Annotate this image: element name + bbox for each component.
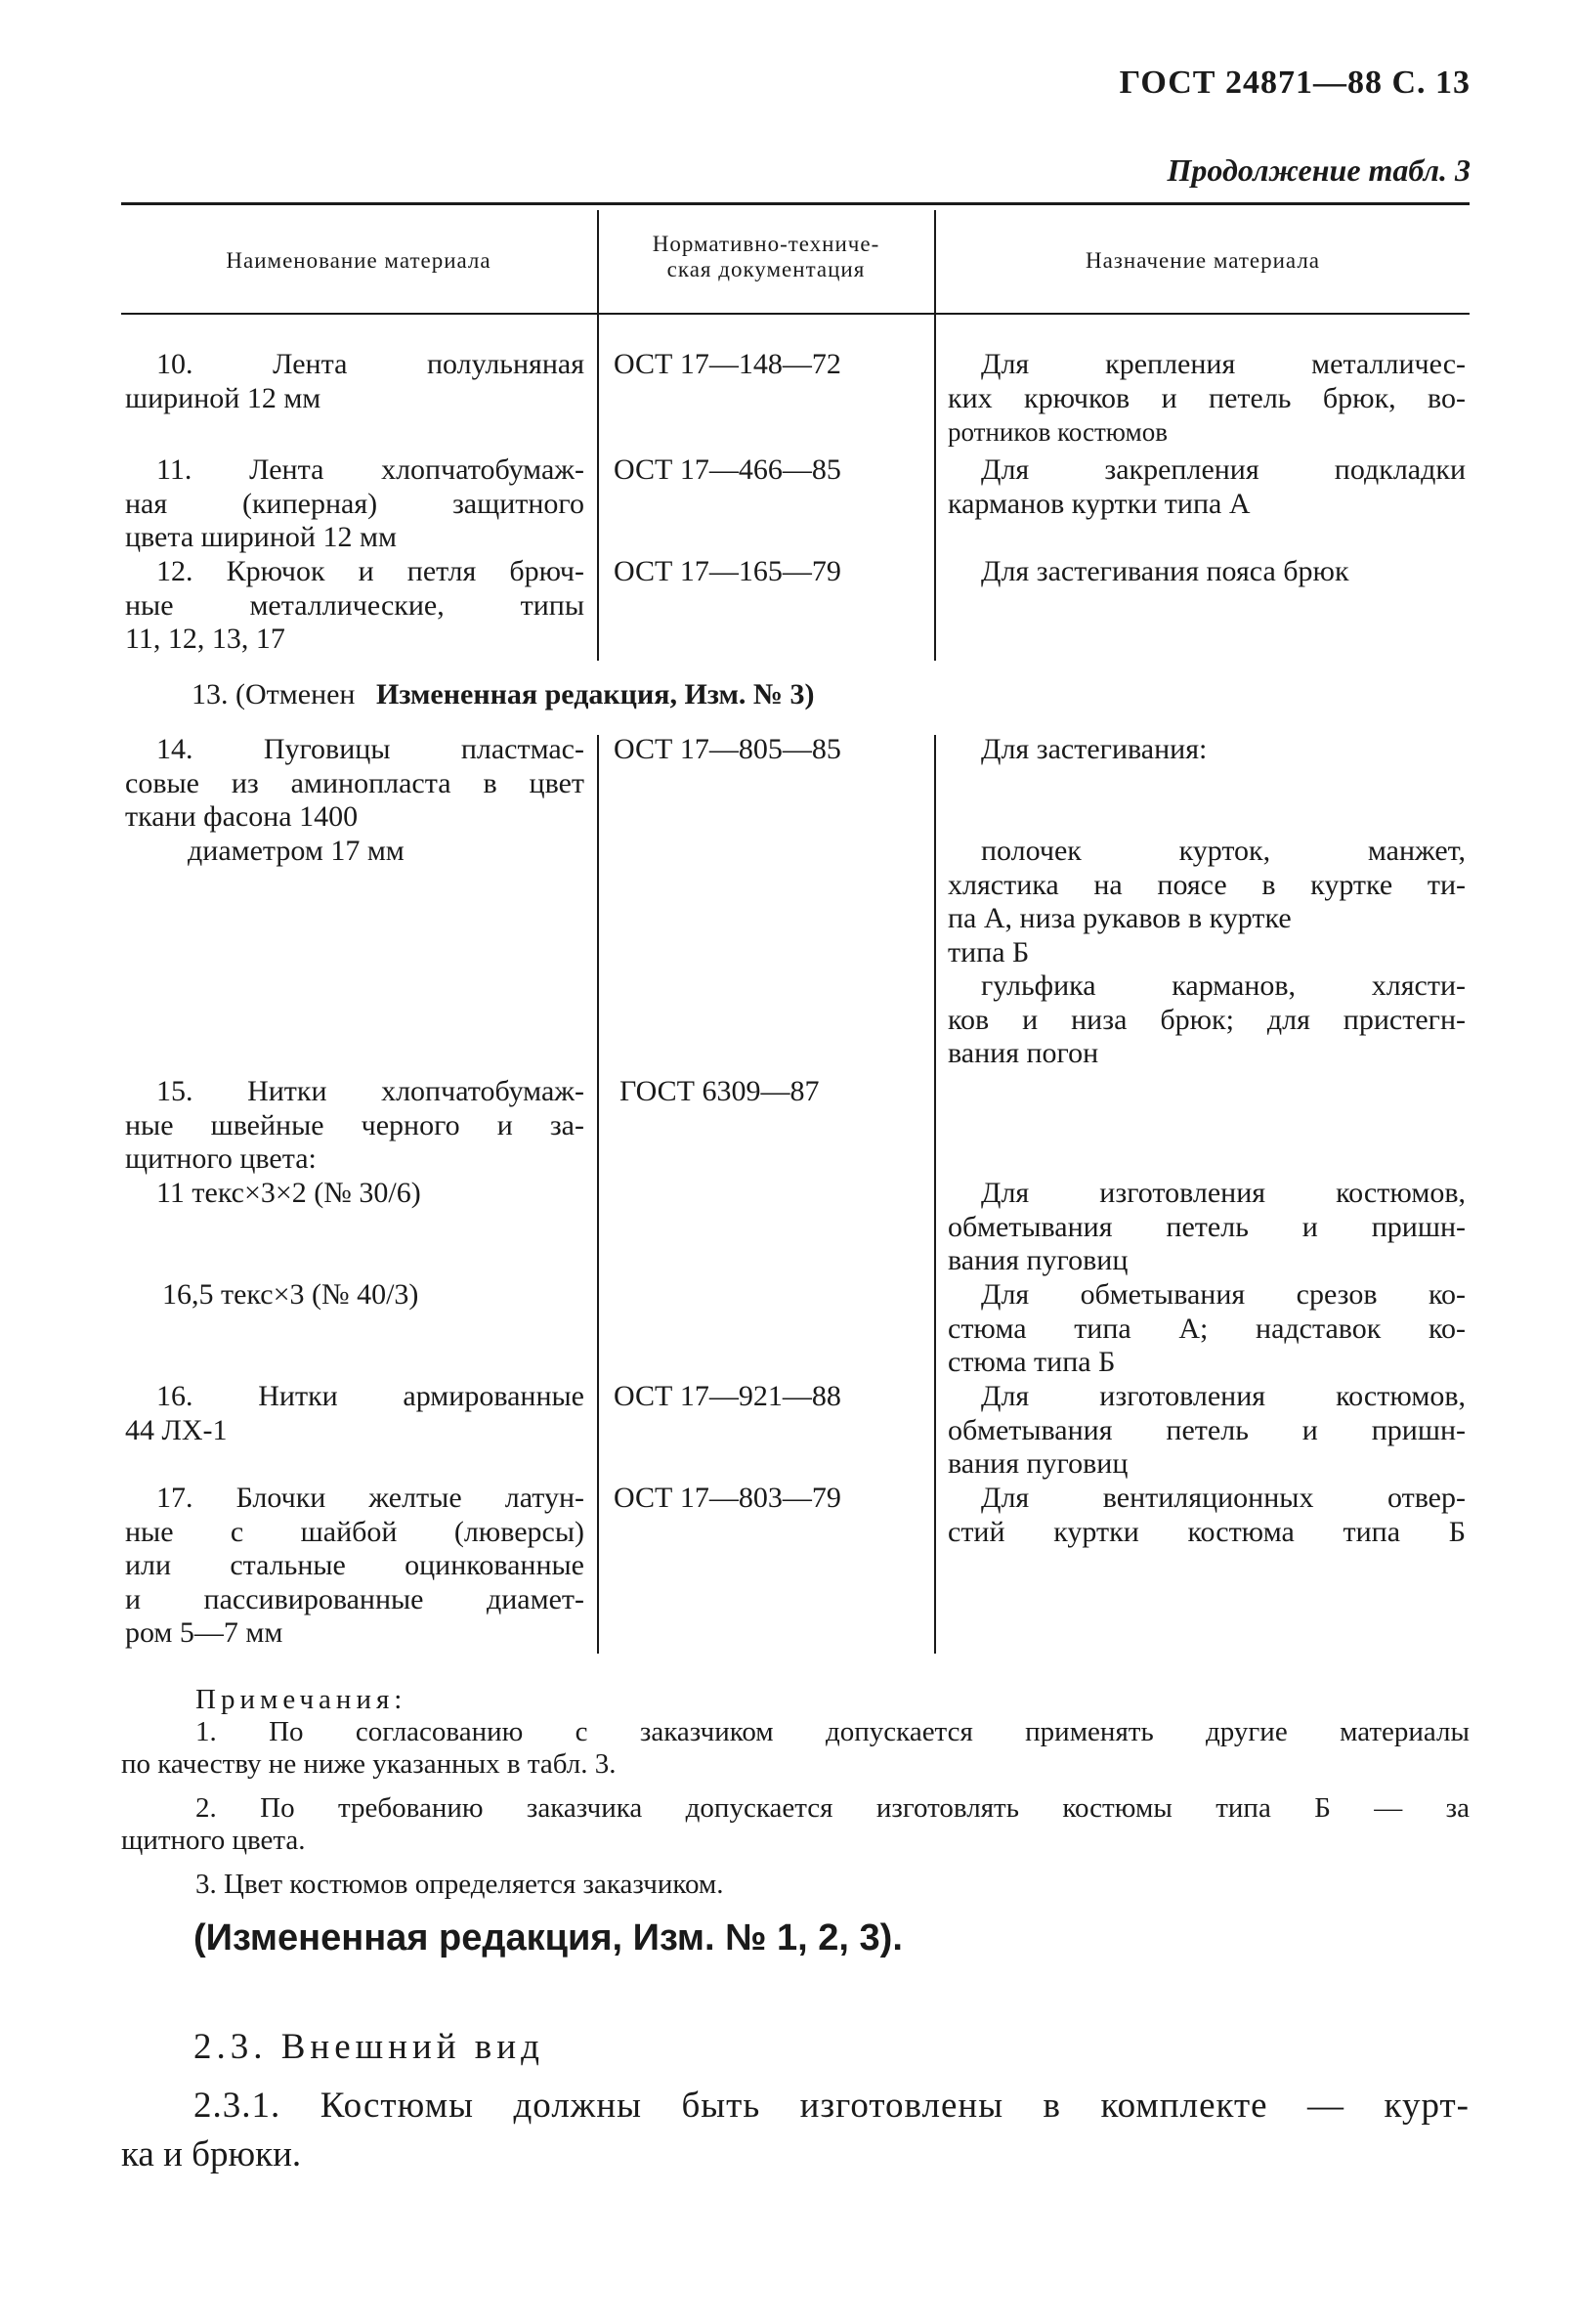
- table-row-purpose: [981, 555, 1349, 589]
- table-row-name: [125, 453, 584, 555]
- cell-text: гульфика карманов, хлясти-: [981, 969, 1466, 1002]
- column-header-doc: [600, 232, 932, 282]
- table-row-name: [125, 1075, 584, 1177]
- cell-text: 44 ЛХ-1: [125, 1413, 228, 1446]
- cell-text: па А, низа рукавов в куртке: [948, 902, 1292, 934]
- cancelled-row: [192, 678, 815, 712]
- cell-text: ные с шайбой (люверсы): [125, 1515, 584, 1548]
- column-divider: [934, 735, 936, 1654]
- table-row-purpose: [948, 1380, 1466, 1482]
- page-reference: ГОСТ 24871—88 С. 13: [1119, 65, 1471, 101]
- column-header-name: Наименование материала: [226, 248, 491, 273]
- column-divider: [597, 735, 599, 1654]
- column-header-doc-line: Нормативно-техниче-: [652, 232, 880, 256]
- cell-text: стюма типа А; надставок ко-: [948, 1312, 1466, 1345]
- cell-text: 14. Пуговицы пластмас-: [156, 733, 584, 765]
- note-item: [195, 1869, 724, 1901]
- table-header-rule: [121, 313, 1470, 315]
- cell-text: Для закрепления подкладки: [981, 453, 1466, 486]
- amendment-note: (Измененная редакция, Изм. № 1, 2, 3).: [193, 1917, 903, 1958]
- table-row-sub-label: 16,5 текс×3 (№ 40/3): [162, 1278, 419, 1311]
- cell-text: Для вентиляционных отвер-: [981, 1482, 1466, 1514]
- section-paragraph: [121, 2082, 1470, 2179]
- table-row-purpose: [948, 1177, 1466, 1278]
- cell-text: стий куртки костюма типа Б: [948, 1515, 1466, 1548]
- column-divider: [597, 210, 599, 661]
- cell-text: ные швейные черного и за-: [125, 1108, 584, 1141]
- cell-text: Для изготовления костюмов,: [981, 1380, 1466, 1412]
- cell-text: 2.3.1. Костюмы должны быть изготовлены в комплекте — курт-: [193, 2086, 1470, 2126]
- table-row-purpose: [948, 1482, 1466, 1549]
- notes-title: Примечания:: [195, 1684, 407, 1715]
- column-header-doc-line: ская документация: [666, 257, 866, 281]
- cell-text: вания пуговиц: [948, 1447, 1129, 1480]
- table-row-purpose-head: Для застегивания:: [981, 733, 1208, 765]
- cell-text: цвета шириной 12 мм: [125, 521, 397, 553]
- table-row-doc: ГОСТ 6309—87: [619, 1075, 820, 1107]
- table-row-doc: ОСТ 17—921—88: [614, 1380, 841, 1412]
- cell-text: 12. Крючок и петля брюч-: [156, 555, 584, 587]
- cell-text: по качеству не ниже указанных в табл. 3.: [121, 1748, 617, 1780]
- table-row-doc: ОСТ 17—466—85: [614, 453, 841, 486]
- table-continuation-caption: Продолжение табл. 3: [1167, 152, 1471, 188]
- table-row-purpose: [948, 835, 1466, 1071]
- note-item: [121, 1716, 1470, 1781]
- column-header-purpose: Назначение материала: [1085, 248, 1321, 273]
- cell-text: Для крепления металличес-: [981, 348, 1466, 380]
- cell-text: щитного цвета:: [125, 1142, 317, 1175]
- table-row-doc: ОСТ 17—803—79: [614, 1482, 841, 1514]
- cell-text: Для изготовления костюмов,: [981, 1177, 1466, 1209]
- cell-text: 2. По требованию заказчика допускается изготовлять костюмы типа Б — за: [195, 1792, 1470, 1824]
- cell-text: обметывания петель и пришн-: [948, 1413, 1466, 1446]
- cell-text: карманов куртки типа А: [948, 487, 1251, 520]
- cell-text: 13. (Отменен: [192, 678, 356, 710]
- note-item: [121, 1792, 1470, 1857]
- cell-text: 17. Блочки желтые латун-: [156, 1482, 584, 1514]
- table-row-doc: ОСТ 17—165—79: [614, 555, 841, 587]
- cell-text: стюма типа Б: [948, 1346, 1116, 1378]
- table-row-purpose: [948, 348, 1466, 450]
- cell-text: типа Б: [948, 935, 1030, 968]
- table-row-purpose: [948, 1278, 1466, 1380]
- table-row-name: [125, 1380, 584, 1447]
- column-divider: [934, 210, 936, 661]
- amendment-note: Измененная редакция, Изм. № 3): [376, 678, 815, 710]
- cell-text: ная (киперная) защитного: [125, 487, 584, 520]
- cell-text: 1. По согласованию с заказчиком допускается применять другие материалы: [195, 1716, 1470, 1747]
- cell-text: 16. Нитки армированные: [156, 1380, 584, 1412]
- cell-text: или стальные оцинкованные: [125, 1549, 584, 1581]
- cell-text: ка и брюки.: [121, 2134, 302, 2174]
- cell-text: Для обметывания срезов ко-: [981, 1278, 1466, 1311]
- table-row-purpose: [948, 453, 1466, 521]
- cell-text: полочек курток, манжет,: [981, 835, 1466, 867]
- cell-text: ром 5—7 мм: [125, 1616, 283, 1649]
- cell-text: 3. Цвет костюмов определяется заказчиком.: [195, 1869, 724, 1900]
- cell-text: ких крючков и петель брюк, во-: [948, 381, 1466, 414]
- cell-text: обметывания петель и пришн-: [948, 1210, 1466, 1243]
- cell-text: хлястика на поясе в куртке ти-: [948, 868, 1466, 901]
- cell-text: совые из аминопласта в цвет: [125, 766, 584, 799]
- cell-text: и пассивированные диамет-: [125, 1582, 584, 1615]
- table-row-doc: ОСТ 17—148—72: [614, 348, 841, 380]
- table-row-doc: ОСТ 17—805—85: [614, 733, 841, 765]
- cell-text: вания пуговиц: [948, 1244, 1129, 1276]
- table-top-rule: [121, 202, 1470, 205]
- cell-text: диаметром 17 мм: [188, 834, 405, 867]
- cell-text: 11, 12, 13, 17: [125, 623, 285, 655]
- table-row-name: [125, 348, 584, 415]
- cell-text: 10. Лента полульняная: [156, 348, 584, 380]
- cell-text: 11. Лента хлопчатобумаж-: [156, 453, 584, 486]
- cell-text: шириной 12 мм: [125, 381, 321, 414]
- table-row-name: [125, 1482, 584, 1651]
- table-row-sub-label: 11 текс×3×2 (№ 30/6): [156, 1177, 421, 1209]
- cell-text: щитного цвета.: [121, 1825, 306, 1856]
- cell-text: ков и низа брюк; для пристегн-: [948, 1003, 1466, 1036]
- cell-text: ные металлические, типы: [125, 588, 584, 622]
- cell-text: 15. Нитки хлопчатобумаж-: [156, 1075, 584, 1107]
- section-heading: 2.3. Внешний вид: [193, 2027, 544, 2067]
- table-row-name: [125, 555, 584, 657]
- cell-text: Для застегивания пояса брюк: [981, 555, 1349, 587]
- cell-text: ткани фасона 1400: [125, 800, 359, 833]
- cell-text: ротников костюмов: [948, 417, 1168, 447]
- cell-text: вания погон: [948, 1037, 1099, 1069]
- table-row-name: [125, 733, 584, 868]
